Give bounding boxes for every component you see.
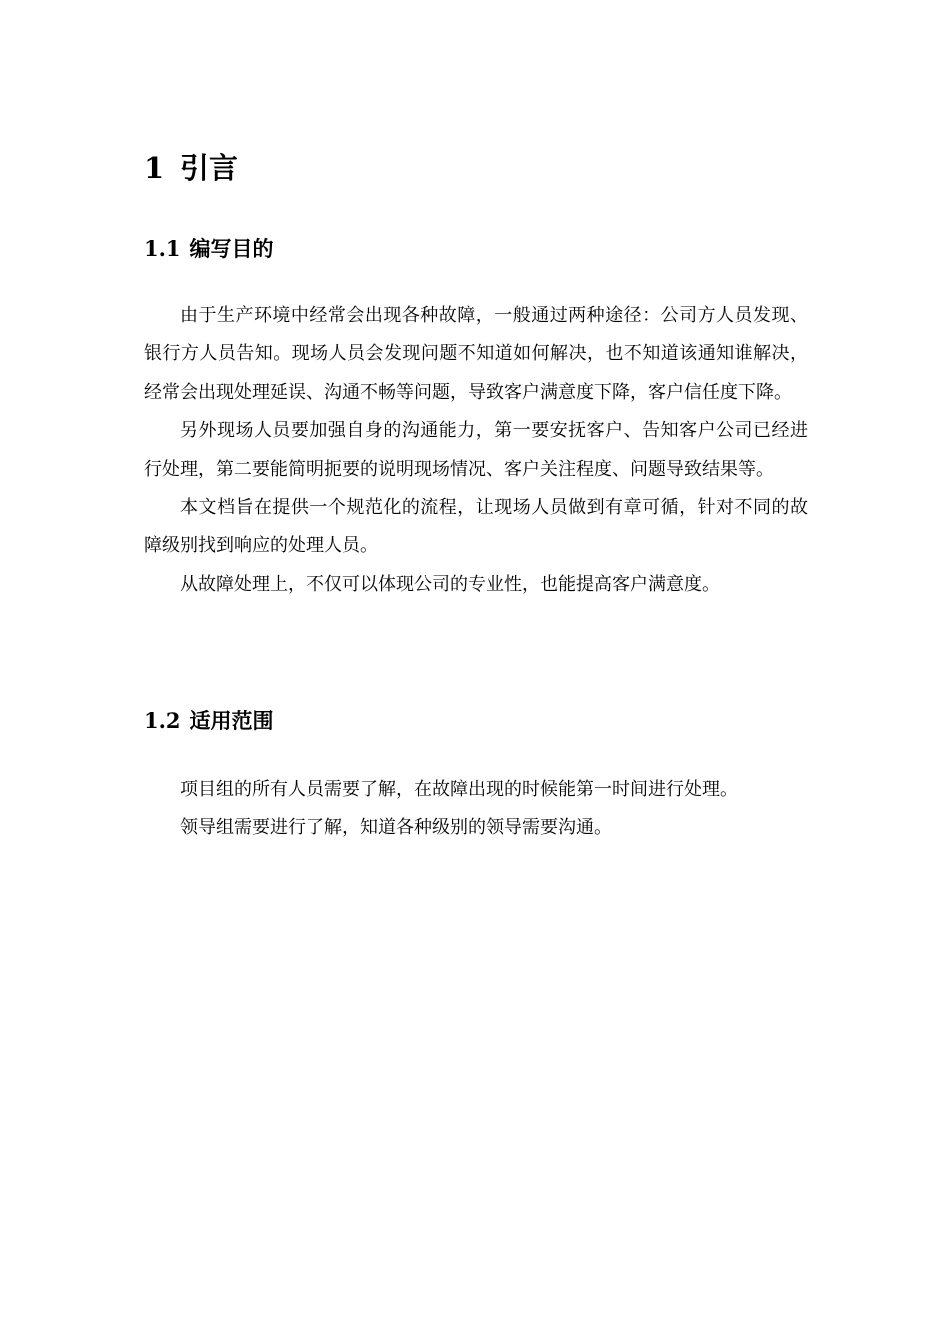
paragraph: 项目组的所有人员需要了解，在故障出现的时候能第一时间进行处理。 — [180, 779, 738, 800]
paragraph: 由于生产环境中经常会出现各种故障，一般通过两种途径：公司方人员发现、银行方人员告知。现场人员会发现问题不知道如何解决，也不知道该通知谁解决，经常会出现处理延误、沟通不畅等问题，导致客户满意度下降，客户信任度下降。 — [144, 305, 808, 403]
section-body-scope — [144, 771, 808, 848]
section-number: 1.2 — [144, 708, 181, 733]
section-number: 1.1 — [144, 236, 181, 261]
section-body-purpose — [144, 297, 808, 604]
chapter-title: 引言 — [180, 151, 239, 185]
paragraph: 另外现场人员要加强自身的沟通能力，第一要安抚客户、告知客户公司已经进行处理，第二要能简明扼要的说明现场情况、客户关注程度、问题导致结果等。 — [144, 420, 808, 480]
chapter-number: 1 — [144, 151, 165, 185]
paragraph: 领导组需要进行了解，知道各种级别的领导需要沟通。 — [180, 817, 612, 839]
section-heading-purpose — [144, 234, 274, 264]
section-heading-scope — [144, 706, 274, 736]
paragraph: 本文档旨在提供一个规范化的流程，让现场人员做到有章可循，针对不同的故障级别找到响应的处理人员。 — [144, 497, 808, 557]
paragraph: 从故障处理上，不仅可以体现公司的专业性，也能提高客户满意度。 — [180, 573, 720, 595]
section-title: 适用范围 — [189, 708, 274, 733]
chapter-heading — [144, 148, 238, 188]
section-title: 编写目的 — [189, 236, 274, 261]
